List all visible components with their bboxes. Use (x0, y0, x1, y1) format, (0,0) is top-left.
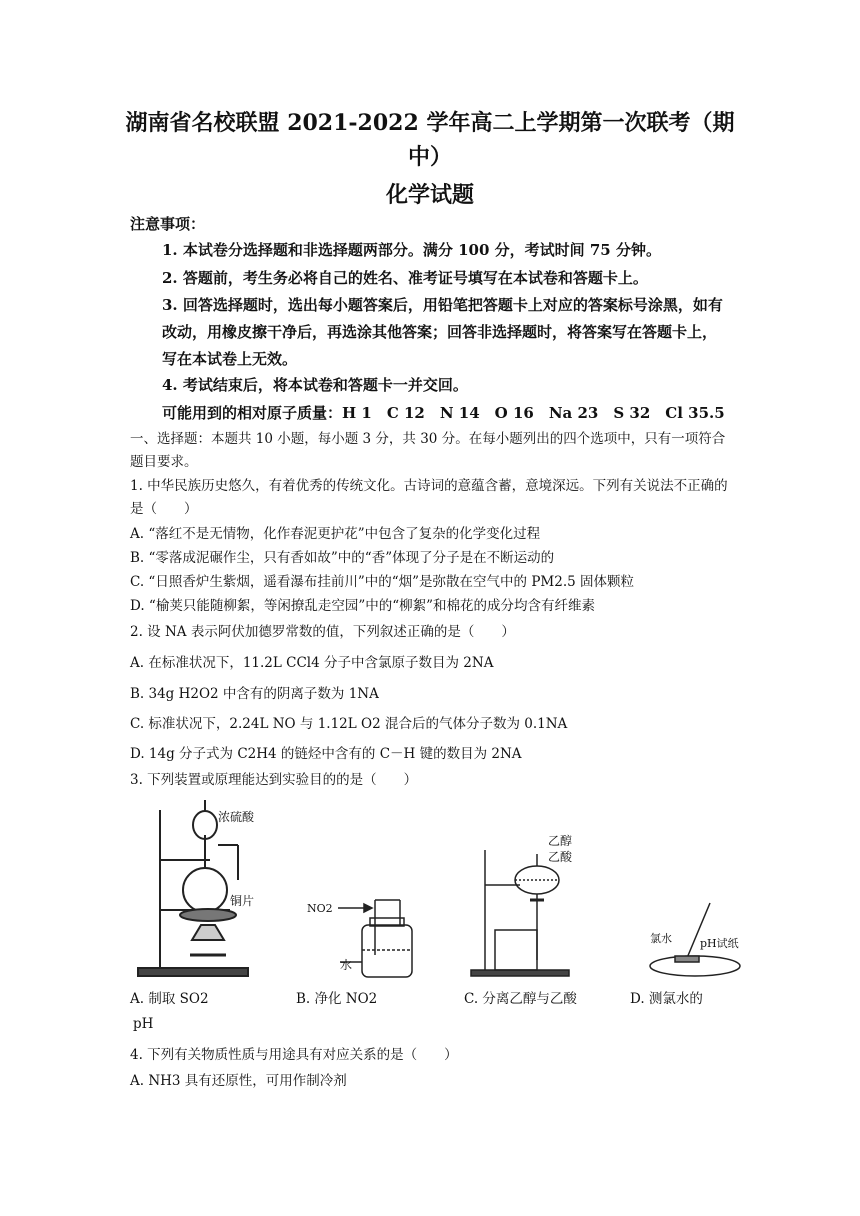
q2-stem: 2. 设 NA 表示阿伏加德罗常数的值，下列叙述正确的是（ ） (130, 624, 515, 640)
q3-option-b: B. 净化 NO2 (296, 991, 378, 1007)
q3-option-d: D. 测氯水的 (630, 991, 703, 1007)
notice-item-3: 3. 回答选择题时，选出每小题答案后，用铅笔把答题卡上对应的答案标号涂黑，如有改动，用橡皮擦干净后，再选涂其他答案；回答非选择题时，将答案写在答题卡上，写在本试卷上无效。 (162, 296, 723, 368)
notice-heading: 注意事项： (130, 215, 206, 233)
label-copper: 铜片 (230, 894, 255, 908)
notice-item-1: 1. 本试卷分选择题和非选择题两部分。满分 100 分，考试时间 75 分钟。 (162, 241, 661, 259)
label-ethanol: 乙醇 (548, 834, 573, 848)
q2-option-c: C. 标准状况下，2.24L NO 与 1.12L O2 混合后的气体分子数为 0.1NA (130, 716, 568, 732)
atomic-mass-line: 可能用到的相对原子质量：H 1 C 12 N 14 O 16 Na 23 S 32 Cl 35.5 (162, 404, 725, 422)
q2-option-d: D. 14g 分子式为 C2H4 的链烃中含有的 C－H 键的数目为 2NA (130, 746, 522, 762)
q4-stem: 4. 下列有关物质性质与用途具有对应关系的是（ ） (130, 1047, 458, 1063)
q1-option-a: A. “落红不是无情物，化作春泥更护花”中包含了复杂的化学变化过程 (130, 526, 541, 542)
notice-item-4: 4. 考试结束后，将本试卷和答题卡一并交回。 (162, 376, 468, 394)
label-chlorine-water: 氯水 (650, 932, 672, 945)
label-no2: NO2 (307, 902, 333, 915)
notice-item-2: 2. 答题前，考生务必将自己的姓名、准考证号填写在本试卷和答题卡上。 (162, 269, 648, 287)
label-water: 水 (340, 958, 353, 972)
label-concentrated-sulfuric-acid: 浓硫酸 (218, 810, 255, 824)
q3-option-d-cont: pH (133, 1016, 154, 1032)
section1-intro: 一、选择题：本题共 10 小题，每小题 3 分，共 30 分。在每小题列出的四个选项中，只有一项符合题目要求。 (130, 431, 726, 470)
q1-stem: 1. 中华民族历史悠久，有着优秀的传统文化。古诗词的意蕴含蓄，意境深远。下列有关说法不正确的是（ ） (130, 478, 728, 517)
q2-option-a: A. 在标准状况下，11.2L CCl4 分子中含氯原子数目为 2NA (130, 655, 494, 671)
q1-option-b: B. “零落成泥碾作尘，只有香如故”中的“香”体现了分子是在不断运动的 (130, 550, 555, 566)
label-ph-paper: pH试纸 (700, 937, 739, 950)
q1-option-c: C. “日照香炉生紫烟，遥看瀑布挂前川”中的“烟”是弥散在空气中的 PM2.5 固体颗粒 (130, 574, 634, 590)
q1-option-d: D. “榆荚只能随柳絮，等闲撩乱走空园”中的“柳絮”和棉花的成分均含有纤维素 (130, 598, 596, 614)
q3-option-a: A. 制取 SO2 (130, 991, 209, 1007)
q3-option-c: C. 分离乙醇与乙酸 (464, 991, 577, 1007)
q3-stem: 3. 下列装置或原理能达到实验目的的是（ ） (130, 772, 418, 788)
exam-title-line1: 湖南省名校联盟 2021-2022 学年高二上学期第一次联考（期 (125, 110, 735, 136)
q2-option-b: B. 34g H2O2 中含有的阴离子数为 1NA (130, 686, 379, 702)
exam-subtitle: 化学试题 (385, 182, 474, 208)
label-acetic-acid: 乙酸 (548, 850, 573, 864)
exam-title-line2: 中） (407, 144, 452, 170)
q4-option-a: A. NH3 具有还原性，可用作制冷剂 (130, 1073, 347, 1089)
